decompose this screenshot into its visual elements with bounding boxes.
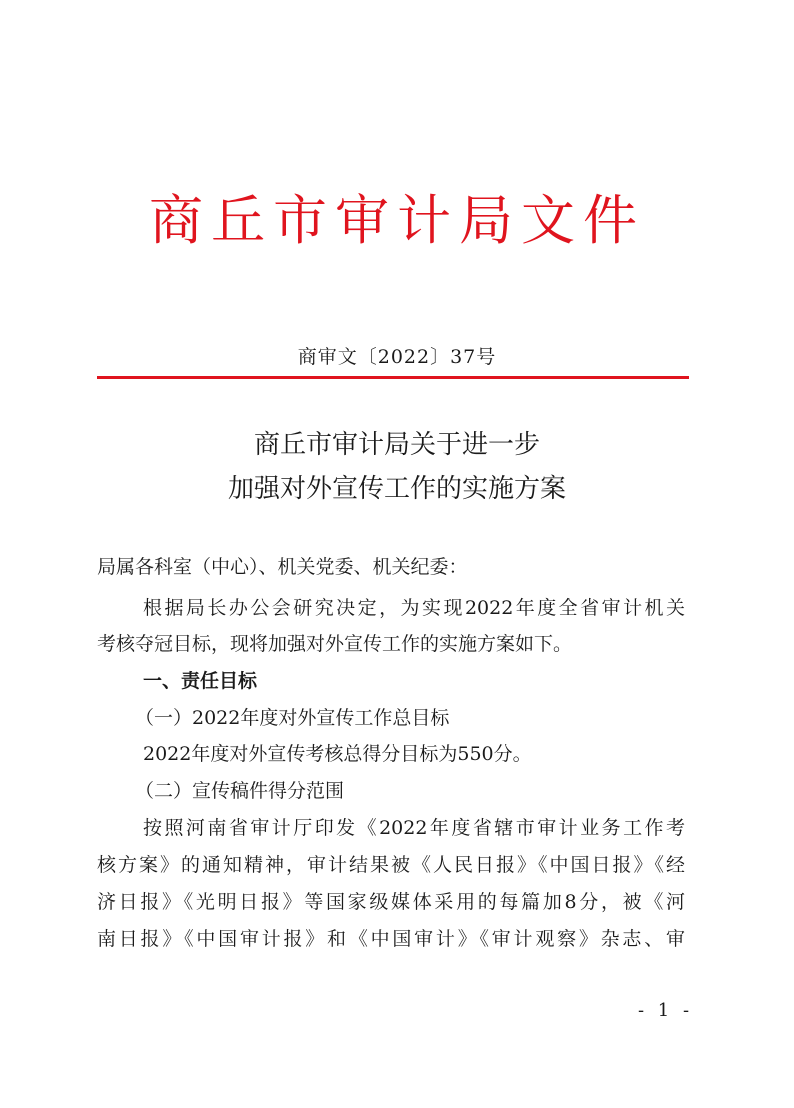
intro-line-1: 根据局长办公会研究决定，为实现2022年度全省审计机关 <box>143 597 685 619</box>
subheading-score-range: （二）宣传稿件得分范围 <box>135 780 345 802</box>
document-title-line-1: 商丘市审计局关于进一步 <box>253 430 540 460</box>
paragraph-line-4: 南日报》《中国审计报》和《中国审计》《审计观察》杂志、审 <box>97 928 685 950</box>
red-divider-line <box>97 376 689 379</box>
section-heading-responsibility: 一、责任目标 <box>143 670 258 692</box>
issuer-title: 商丘市审计局文件 <box>149 189 645 252</box>
paragraph-line-3: 济日报》《光明日报》等国家级媒体采用的每篇加8分，被《河 <box>97 891 685 913</box>
page-number: - 1 - <box>638 1000 694 1021</box>
document-number: 商审文〔2022〕37号 <box>297 346 497 368</box>
document-title-line-2: 加强对外宣传工作的实施方案 <box>227 474 566 504</box>
paragraph-line-2: 核方案》的通知精神，审计结果被《人民日报》《中国日报》《经 <box>97 854 685 876</box>
subheading-overall-target: （一）2022年度对外宣传工作总目标 <box>135 707 450 729</box>
paragraph-line-1: 按照河南省审计厅印发《2022年度省辖市审计业务工作考 <box>143 817 685 839</box>
intro-line-2: 考核夺冠目标，现将加强对外宣传工作的实施方案如下。 <box>97 633 573 655</box>
target-score-text: 2022年度对外宣传考核总得分目标为550分。 <box>143 743 532 765</box>
addressee: 局属各科室（中心）、机关党委、机关纪委： <box>97 556 468 578</box>
